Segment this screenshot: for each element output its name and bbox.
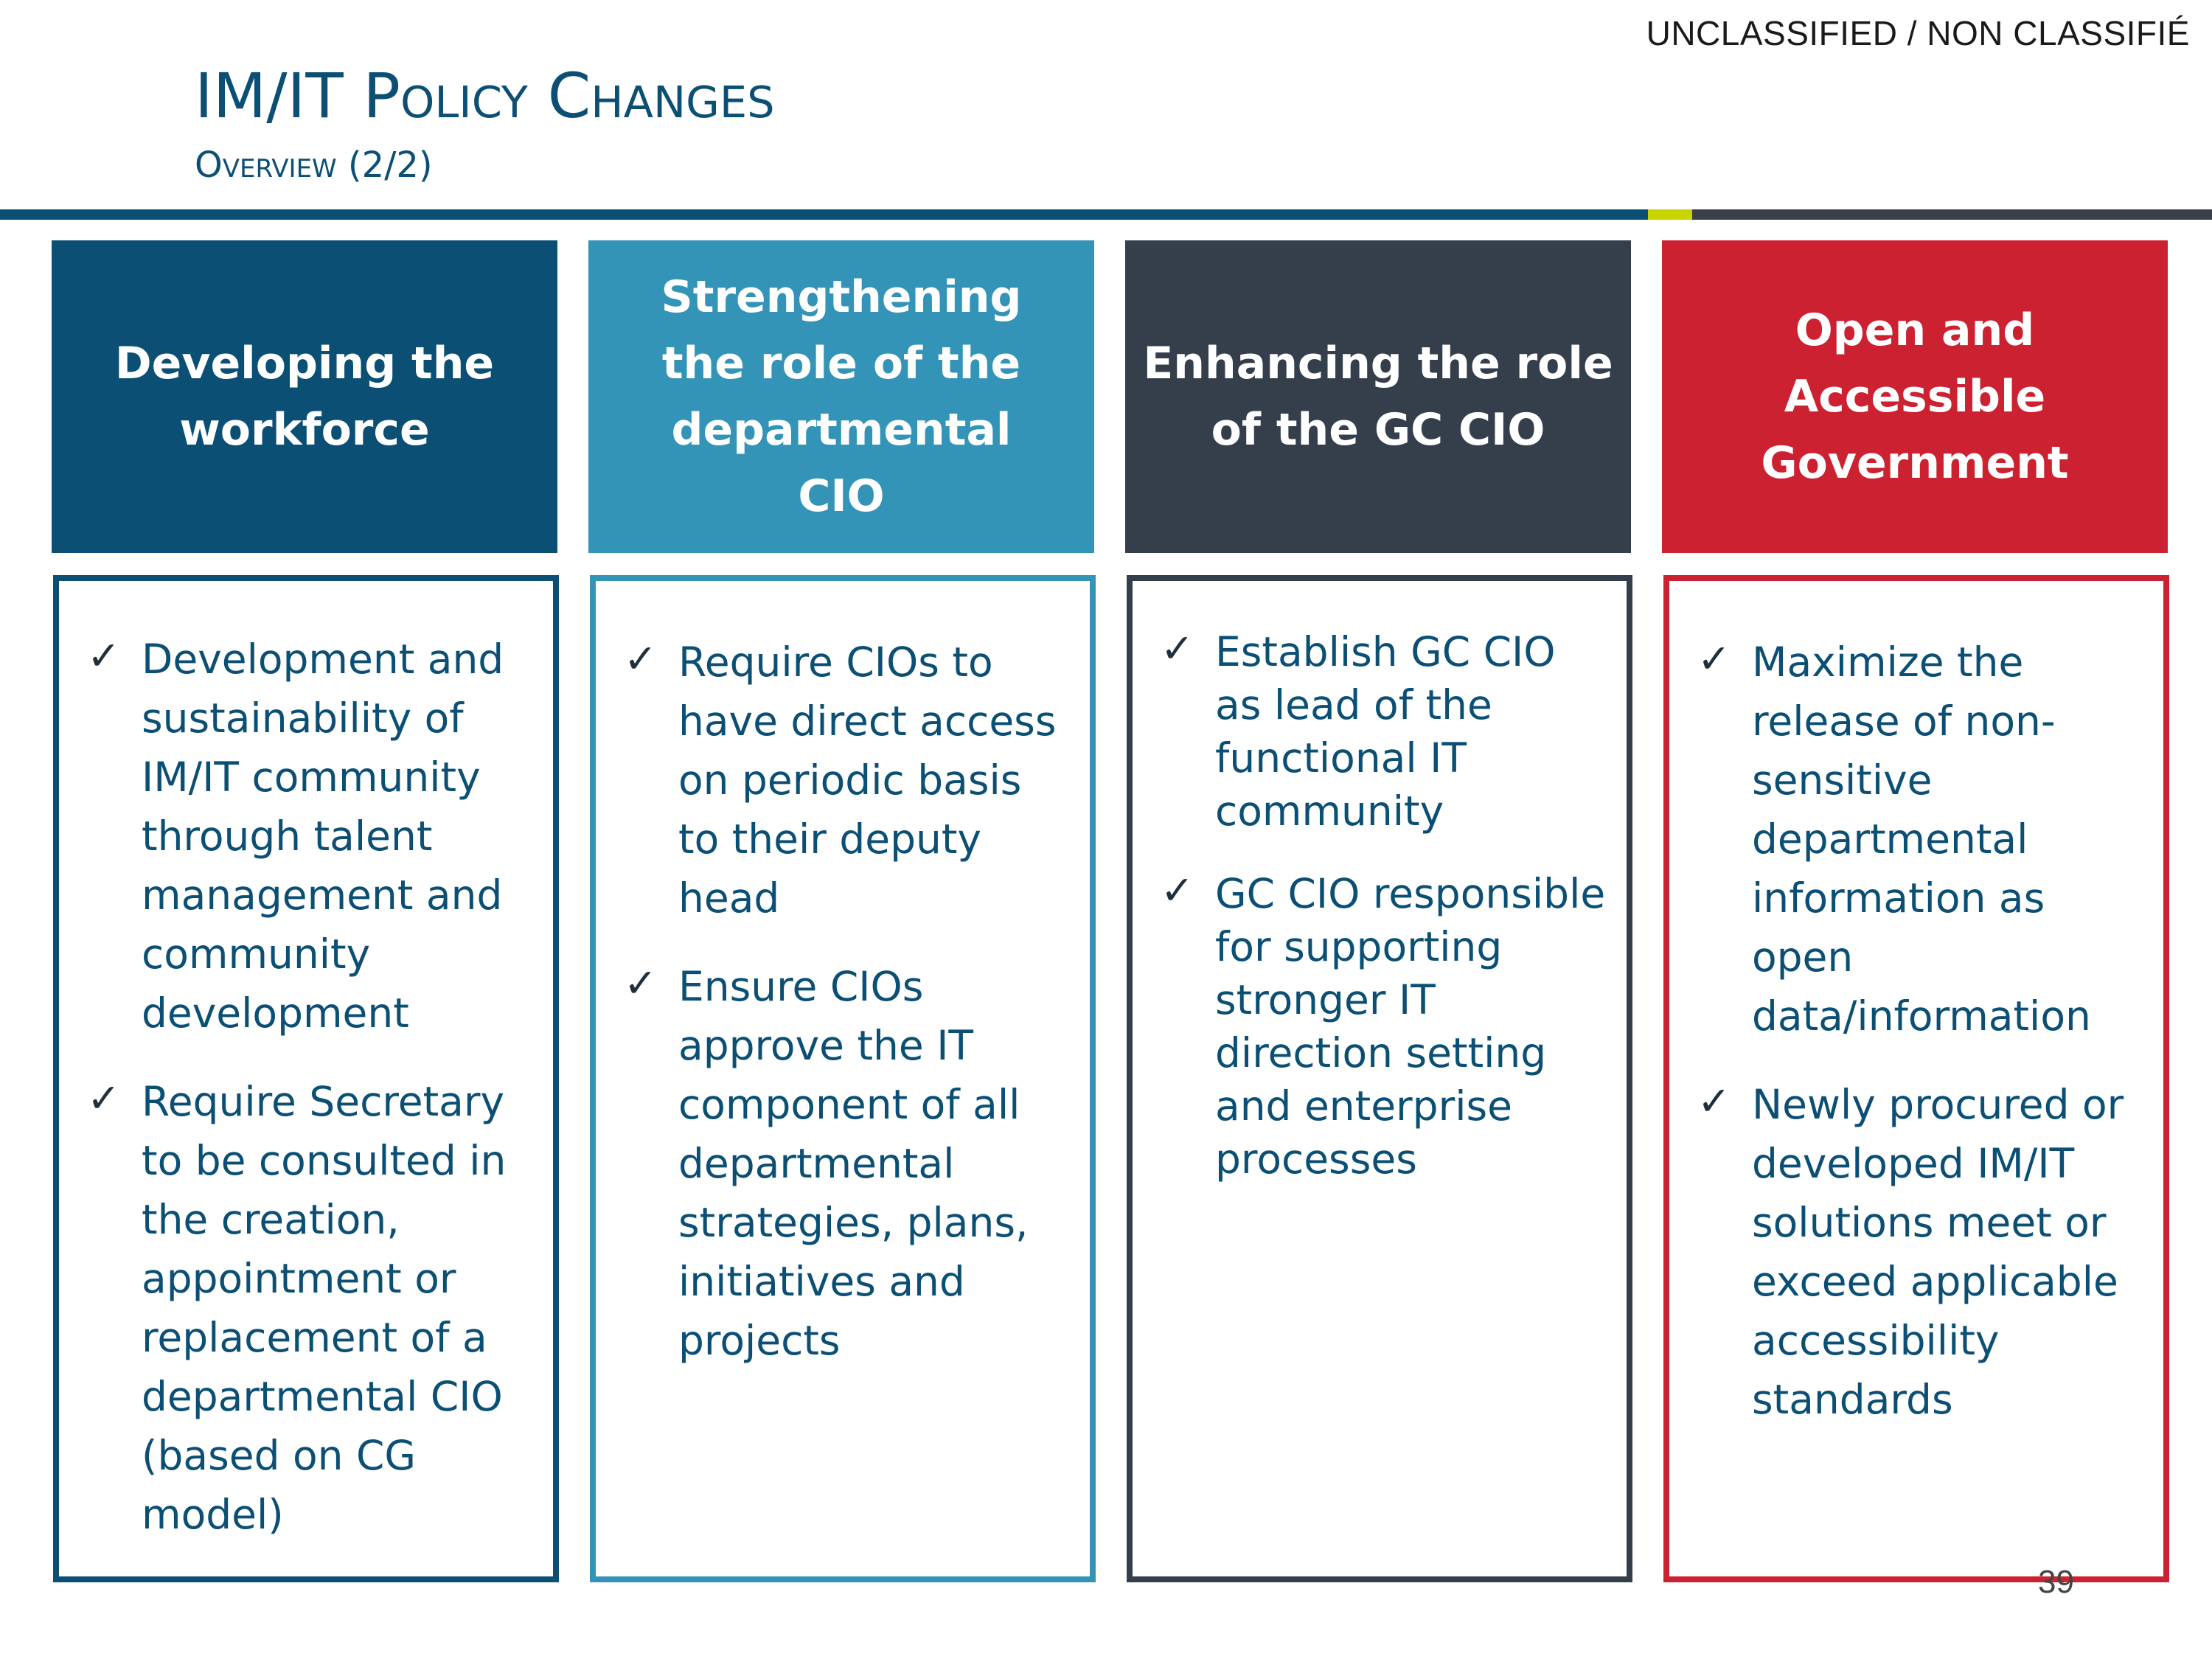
item-text: Require Secretary to be consulted in the creation, appointment or replacement of a departmental CIO (based on CG model) (142, 1078, 507, 1538)
header-strengthening-cio (588, 240, 1094, 553)
list-item (596, 633, 1090, 928)
item-text: Newly procured or developed IM/IT solutions meet or exceed applicable accessibility standards (1752, 1081, 2124, 1423)
header-developing-workforce (52, 240, 557, 553)
list-item (1133, 867, 1627, 1186)
checkmark-icon: ✓ (87, 1075, 121, 1121)
item-text: Maximize the release of non-sensitive departmental information as open data/information (1752, 639, 2091, 1040)
content-box-developing-workforce (53, 575, 559, 1582)
header-label: Strengthening the role of the departmental CIO (661, 271, 1022, 522)
item-text: GC CIO responsible for supporting stronger IT direction setting and enterprise processes (1215, 870, 1606, 1183)
checkmark-icon: ✓ (87, 633, 121, 679)
list-item (1669, 633, 2163, 1046)
bullet-list (1669, 633, 2163, 1429)
list-item (59, 1072, 553, 1544)
bullet-list (596, 633, 1090, 1370)
page-number: 39 (2038, 1564, 2074, 1600)
header-label: Open and Accessible Government (1761, 305, 2069, 489)
list-item (1669, 1075, 2163, 1429)
list-item (1133, 625, 1627, 838)
item-text: Development and sustainability of IM/IT community through talent management and community development (142, 636, 504, 1037)
checkmark-icon: ✓ (1161, 625, 1194, 672)
page-subtitle: Overview (2/2) (195, 145, 433, 186)
page-title: IM/IT Policy Changes (195, 60, 775, 132)
classification-label: UNCLASSIFIED / NON CLASSIFIÉ (1646, 14, 2190, 52)
checkmark-icon: ✓ (1161, 867, 1194, 914)
header-enhancing-gc-cio (1125, 240, 1631, 553)
checkmark-icon: ✓ (1697, 1078, 1731, 1124)
content-box-enhancing-gc-cio (1127, 575, 1632, 1582)
title-divider (0, 209, 2212, 220)
bullet-list (59, 630, 553, 1544)
checkmark-icon: ✓ (1697, 636, 1731, 682)
item-text: Establish GC CIO as lead of the functional IT community (1215, 628, 1556, 835)
header-open-government (1662, 240, 2168, 553)
header-label: Enhancing the role of the GC CIO (1143, 338, 1613, 456)
item-text: Require CIOs to have direct access on periodic basis to their deputy head (678, 639, 1057, 922)
item-text: Ensure CIOs approve the IT component of all departmental strategies, plans, initiatives and projects (678, 963, 1029, 1364)
list-item (59, 630, 553, 1043)
header-label: Developing the workforce (114, 338, 495, 456)
bullet-list (1133, 625, 1627, 1186)
checkmark-icon: ✓ (624, 636, 658, 682)
checkmark-icon: ✓ (624, 960, 658, 1006)
content-box-open-government (1663, 575, 2169, 1582)
list-item (596, 957, 1090, 1370)
content-box-strengthening-cio (590, 575, 1096, 1582)
